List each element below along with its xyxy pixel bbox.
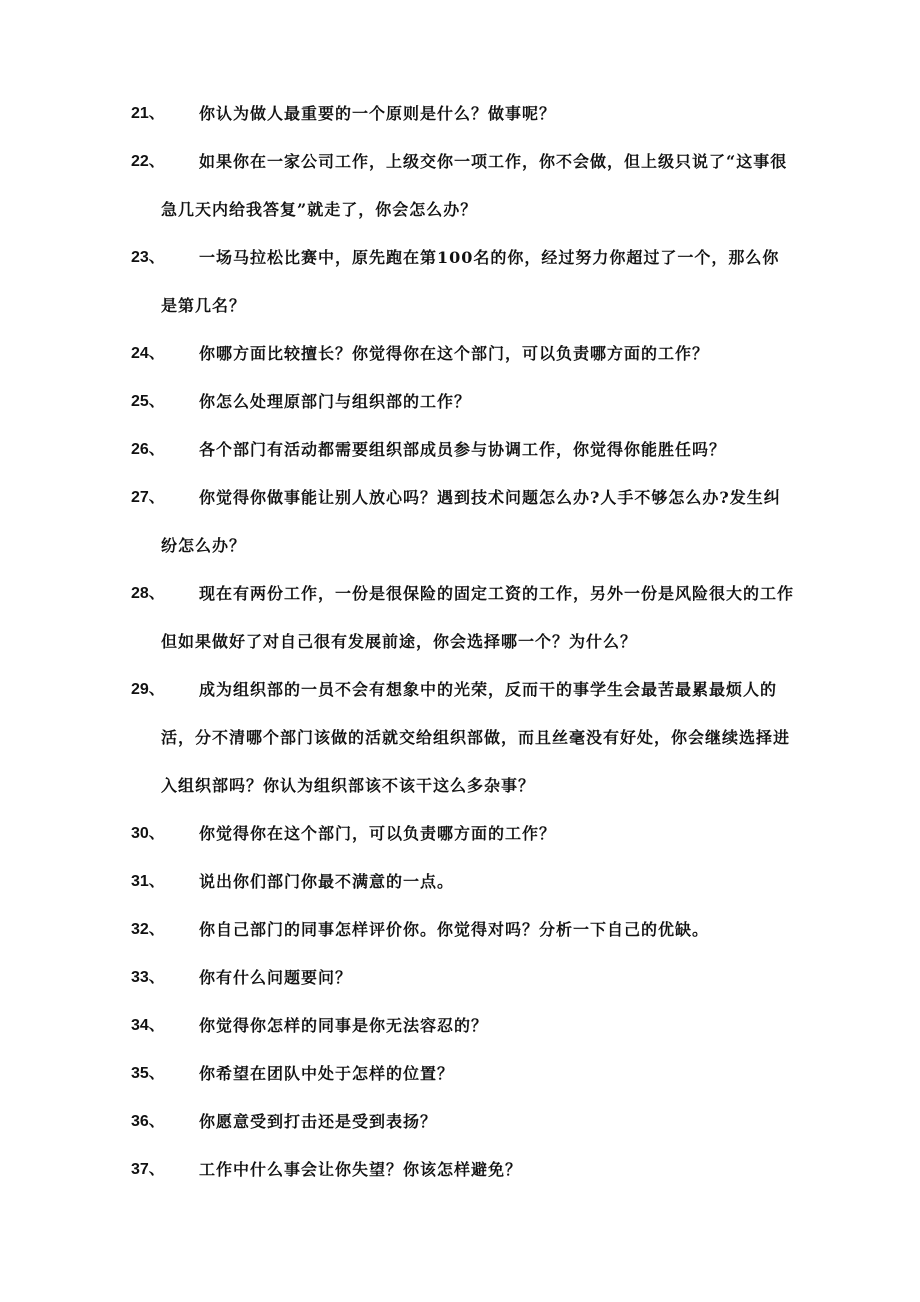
question-text: 现在有两份工作，一份是很保险的固定工资的工作，另外一份是风险很大的工作但如果做好了对自己很有发展前途，你会选择哪一个？为什么？ <box>161 584 795 651</box>
question-text: 你觉得你怎样的同事是你无法容忍的？ <box>199 1016 489 1035</box>
question-text: 你希望在团队中处于怎样的位置？ <box>199 1064 455 1083</box>
question-number: 24、 <box>131 345 165 362</box>
question-text: 你怎么处理原部门与组织部的工作？ <box>199 392 472 411</box>
question-number: 34、 <box>131 1017 165 1034</box>
question-number: 32、 <box>131 921 165 938</box>
question-number: 22、 <box>131 153 165 170</box>
question-number: 23、 <box>131 249 165 266</box>
question-text: 成为组织部的一员不会有想象中的光荣，反而干的事学生会最苦最累最烦人的活，分不清哪个部门该做的活就交给组织部做，而且丝毫没有好处，你会继续选择进入组织部吗？你认为组织部该不该干这么多杂事？ <box>161 680 791 795</box>
question-number: 30、 <box>131 825 165 842</box>
question-number: 26、 <box>131 441 165 458</box>
question-text: 你觉得你在这个部门，可以负责哪方面的工作？ <box>199 824 557 843</box>
question-text: 工作中什么事会让你失望？你该怎样避免？ <box>199 1160 523 1179</box>
question-number: 37、 <box>131 1161 165 1178</box>
question-text: 你认为做人最重要的一个原则是什么？做事呢？ <box>199 104 557 123</box>
question-text: 如果你在一家公司工作，上级交你一项工作，你不会做，但上级只说了“这事很急几天内给我答复”就走了，你会怎么办？ <box>161 152 788 219</box>
question-number: 29、 <box>131 681 165 698</box>
question-number: 31、 <box>131 873 165 890</box>
question-text: 你愿意受到打击还是受到表扬？ <box>199 1112 438 1131</box>
question-text: 各个部门有活动都需要组织部成员参与协调工作，你觉得你能胜任吗？ <box>199 440 727 459</box>
question-text: 你有什么问题要问？ <box>199 968 353 987</box>
question-text: 你觉得你做事能让别人放心吗？遇到技术问题怎么办?人手不够怎么办?发生纠纷怎么办？ <box>161 488 781 555</box>
question-text: 一场马拉松比赛中，原先跑在第100名的你，经过努力你超过了一个，那么你是第几名？ <box>161 248 780 315</box>
question-number: 28、 <box>131 585 165 602</box>
question-text: 你自己部门的同事怎样评价你。你觉得对吗？分析一下自己的优缺。 <box>199 920 710 939</box>
question-number: 21、 <box>131 105 165 122</box>
question-text: 说出你们部门你最不满意的一点。 <box>199 872 455 891</box>
question-number: 27、 <box>131 489 165 506</box>
question-number: 36、 <box>131 1113 165 1130</box>
question-number: 25、 <box>131 393 165 410</box>
question-text: 你哪方面比较擅长？你觉得你在这个部门，可以负责哪方面的工作？ <box>199 344 710 363</box>
question-number: 33、 <box>131 969 165 986</box>
question-number: 35、 <box>131 1065 165 1082</box>
